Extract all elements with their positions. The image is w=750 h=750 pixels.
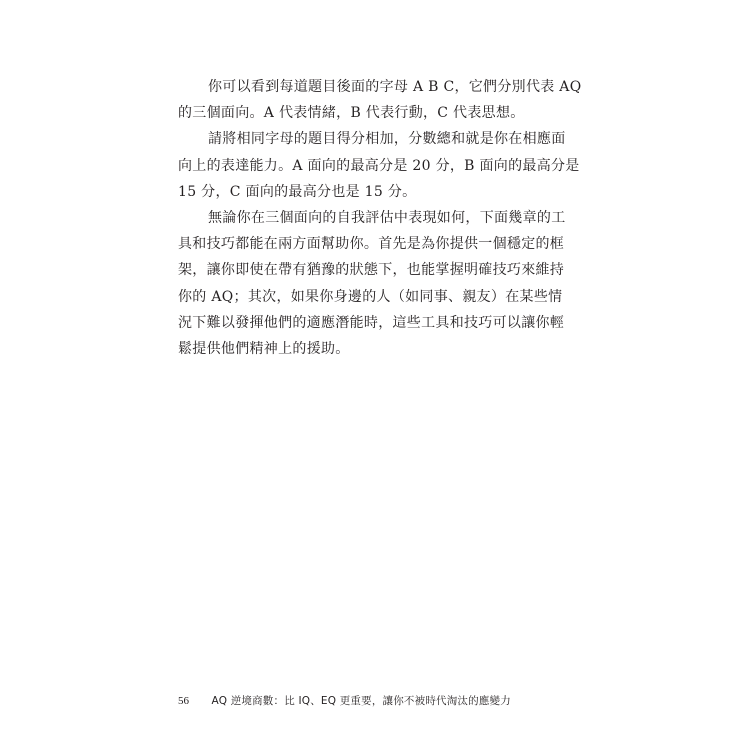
text-line: 具和技巧都能在兩方面幫助你。首先是為你提供一個穩定的框	[178, 236, 565, 253]
paragraph-1	[178, 74, 582, 126]
text-line: 的三個面向。A 代表情緒，B 代表行動，C 代表思想。	[178, 105, 525, 122]
text-line: 架，讓你即使在帶有猶豫的狀態下，也能掌握明確技巧來維持	[178, 262, 565, 279]
text-line: 況下難以發揮他們的適應潛能時，這些工具和技巧可以讓你輕	[178, 314, 565, 331]
body-text	[178, 74, 582, 362]
running-title: AQ 逆境商數：比 IQ、EQ 更重要，讓你不被時代淘汰的應變力	[211, 695, 511, 707]
text-line: 請將相同字母的題目得分相加，分數總和就是你在相應面	[208, 131, 566, 148]
text-line: 你的 AQ；其次，如果你身邊的人（如同事、親友）在某些情	[178, 288, 563, 305]
text-line: 向上的表達能力。A 面向的最高分是 20 分，B 面向的最高分是	[178, 157, 580, 174]
text-line: 你可以看到每道題目後面的字母 A B C，它們分別代表 AQ	[208, 79, 582, 95]
page-footer	[178, 693, 511, 709]
paragraph-3	[178, 205, 576, 362]
paragraph-2	[178, 126, 580, 205]
text-line: 15 分，C 面向的最高分也是 15 分。	[178, 183, 417, 200]
text-line: 鬆提供他們精神上的援助。	[178, 340, 350, 357]
text-line: 無論你在三個面向的自我評估中表現如何，下面幾章的工	[208, 209, 566, 226]
page-number: 56	[178, 695, 189, 707]
